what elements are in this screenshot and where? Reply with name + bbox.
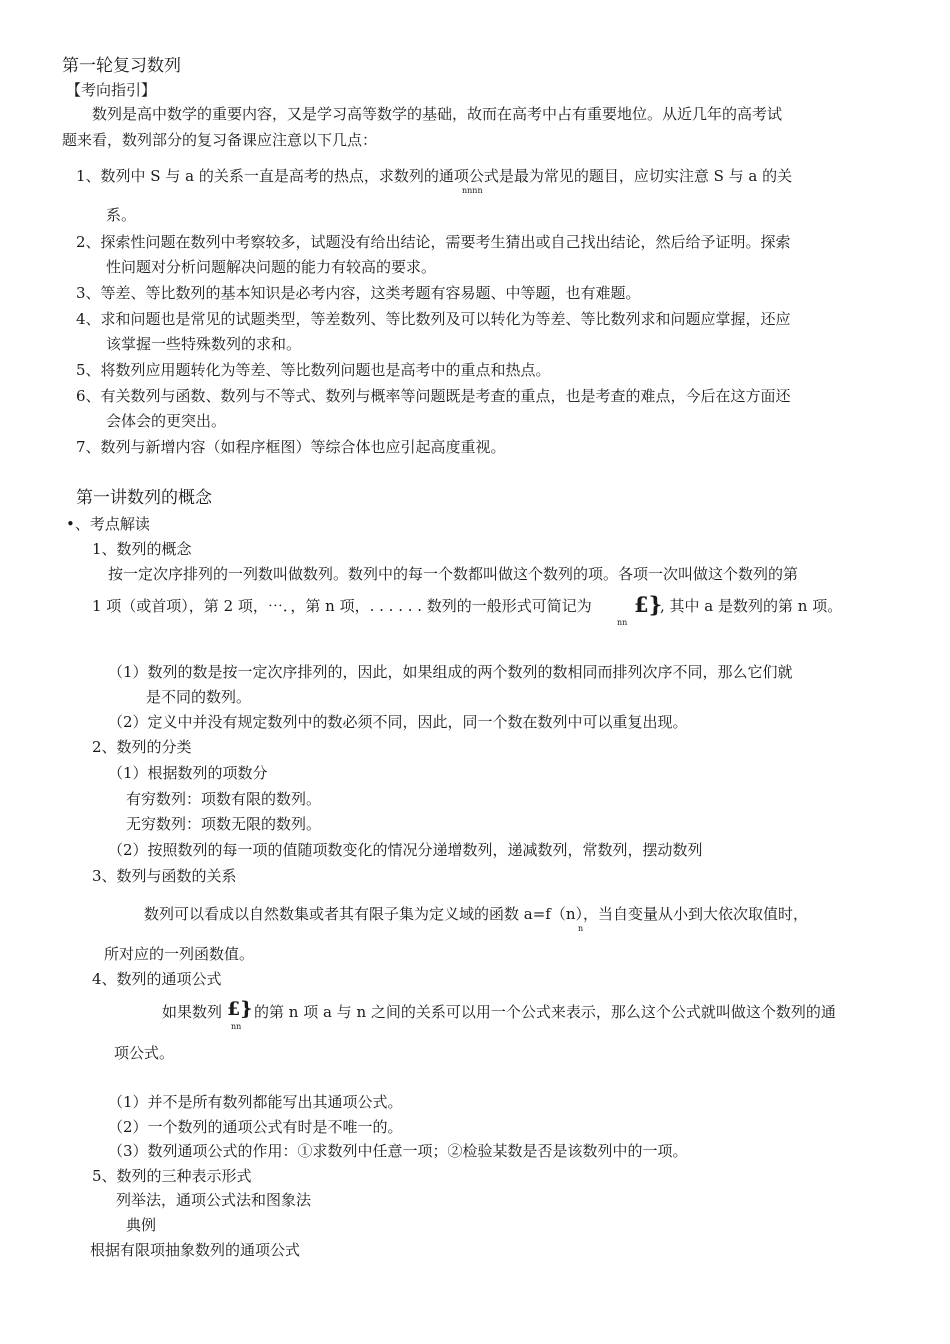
key-points-heading: •、考点解读 (66, 515, 150, 533)
section-5-line-1: 列举法，通项公式法和图象法 (116, 1191, 312, 1209)
point-6-line-2: 会体会的更突出。 (106, 412, 227, 430)
section-4-line-1-end: 的第 n 项 a 与 n 之间的关系可以用一个公式来表示，那么这个公式就叫做这个数列的通 (254, 1003, 836, 1021)
section-3-line-1: 数列可以看成以自然数集或者其有限子集为定义域的函数 a=f（n），当自变量从小到大依次取值时， (144, 905, 808, 923)
point-2-line-1: 2、探索性问题在数列中考察较多，试题没有给出结论，需要考生猜出或自己找出结论，然后给予证明。探索 (76, 233, 791, 251)
section-1-line-1: 按一定次序排列的一列数叫做数列。数列中的每一个数都叫做这个数列的项。各项一次叫做这个数列的第 (108, 565, 799, 583)
section-1-heading: 1、数列的概念 (92, 540, 192, 558)
point-3: 3、等差、等比数列的基本知识是必考内容，这类考题有容易题、中等题，也有难题。 (76, 284, 641, 302)
point-1-line-1: 1、数列中 S 与 a 的关系一直是高考的热点，求数列的通项公式是最为常见的题目，应切实注意 S 与 a 的关 (76, 167, 793, 185)
section-3-subscript: n (578, 924, 584, 933)
section-5-heading: 5、数列的三种表示形式 (92, 1167, 252, 1185)
sequence-notation-2: £} (227, 998, 253, 1020)
section-4-heading: 4、数列的通项公式 (92, 970, 222, 988)
point-4-line-2: 该掌握一些特殊数列的求和。 (106, 335, 302, 353)
note-2: （2）定义中并没有规定数列中的数必须不同，因此，同一个数在数列中可以重复出现。 (108, 713, 688, 731)
guide-heading: 【考向指引】 (66, 81, 157, 99)
point-5: 5、将数列应用题转化为等差、等比数列问题也是高考中的重点和热点。 (76, 361, 551, 379)
section-2-item-2: （2）按照数列的每一项的值随项数变化的情况分递增数列，递减数列，常数列，摆动数列 (108, 841, 703, 859)
section-3-heading: 3、数列与函数的关系 (92, 867, 237, 885)
example-heading: 典例 (126, 1216, 157, 1234)
section-2-item-1: （1）根据数列的项数分 (108, 764, 268, 782)
example-line-1: 根据有限项抽象数列的通项公式 (90, 1241, 301, 1259)
section-1-subscript: nn (617, 618, 628, 627)
section-4-line-2: 项公式。 (114, 1044, 175, 1062)
note-1-line-1: （1）数列的数是按一定次序排列的，因此，如果组成的两个数列的数相同而排列次序不同，那么它们就 (108, 663, 793, 681)
point-6-line-1: 6、有关数列与函数、数列与不等式、数列与概率等问题既是考查的重点，也是考查的难点，今后在这方面还 (76, 387, 791, 405)
point-1-line-2: 系。 (106, 206, 137, 224)
remark-1: （1）并不是所有数列都能写出其通项公式。 (108, 1093, 403, 1111)
point-4-line-1: 4、求和问题也是常见的试题类型，等差数列、等比数列及可以转化为等差、等比数列求和问题应掌握，还应 (76, 310, 791, 328)
section-4-subscript: nn (231, 1022, 242, 1031)
section-1-line-2-end: , 其中 a 是数列的第 n 项。 (660, 597, 843, 615)
infinite-sequence: 无穷数列：项数无限的数列。 (126, 815, 322, 833)
finite-sequence: 有穷数列：项数有限的数列。 (126, 790, 322, 808)
section-1-line-2-start: 1 项（或首项），第 2 项，⋯．，第 n 项，. . . . . . 数列的一般形式可简记为 (92, 597, 592, 615)
lecture-title: 第一讲数列的概念 (76, 488, 212, 508)
point-2-line-2: 性问题对分析问题解决问题的能力有较高的要求。 (106, 258, 437, 276)
section-2-heading: 2、数列的分类 (92, 738, 192, 756)
note-1-line-2: 是不同的数列。 (146, 688, 252, 706)
intro-line-1: 数列是高中数学的重要内容，又是学习高等数学的基础，故而在高考中占有重要地位。从近几年的高考试 (92, 105, 783, 123)
sequence-notation: £} (634, 592, 663, 617)
section-4-line-1-start: 如果数列 (162, 1003, 223, 1021)
section-3-line-2: 所对应的一列函数值。 (104, 945, 255, 963)
intro-line-2: 题来看，数列部分的复习备课应注意以下几点： (62, 131, 378, 149)
point-7: 7、数列与新增内容（如程序框图）等综合体也应引起高度重视。 (76, 438, 506, 456)
remark-2: （2）一个数列的通项公式有时是不唯一的。 (108, 1118, 403, 1136)
document-title: 第一轮复习数列 (62, 56, 181, 76)
point-1-subscript: nnnn (462, 186, 483, 195)
remark-3: （3）数列通项公式的作用：①求数列中任意一项；②检验某数是否是该数列中的一项。 (108, 1142, 688, 1160)
